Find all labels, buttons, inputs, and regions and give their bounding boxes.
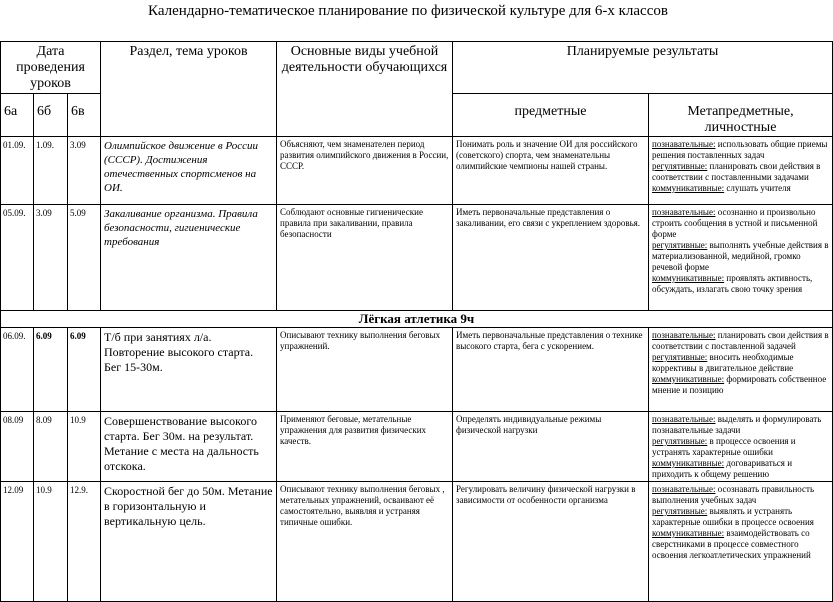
lesson-activity: Описывают технику выполнения беговых упражнений. (277, 328, 453, 412)
lesson-meta-result (649, 205, 833, 311)
date-6b: 8.09 (34, 412, 68, 482)
meta-text: выявлять и устранять характерные ошибки в процессе освоения (652, 506, 814, 527)
lesson-subject-result: Иметь первоначальные представления о технике высокого старта, бега с ускорением. (453, 328, 649, 412)
meta-text: договариваться и приходить к общему решению (652, 458, 793, 479)
plan-table (0, 41, 833, 602)
header-activities: Основные виды учебной деятельности обучающихся (277, 42, 453, 137)
lesson-topic: Скоростной бег до 50м. Метание в горизонтальную и вертикальную цель. (101, 482, 277, 602)
lesson-activity: Объясняют, чем знаменателен период развития олимпийского движения в России, СССР. (277, 137, 453, 205)
meta-text: выполнять учебные действия в материализованной, медийной, громко речевой форме (652, 240, 829, 272)
date-6v: 3.09 (68, 137, 101, 205)
table-row (1, 205, 833, 311)
meta-label: регулятивные: (652, 161, 708, 171)
meta-text: осознанно и произвольно строить сообщения в устной и письменной форме (652, 207, 818, 239)
meta-text: выделять и формулировать познавательные задачи (652, 414, 822, 435)
lesson-meta-result (649, 412, 833, 482)
date-6a: 08.09 (1, 412, 34, 482)
date-6a: 01.09. (1, 137, 34, 205)
header-class-a: 6а (1, 94, 34, 137)
table-row (1, 328, 833, 412)
meta-label: регулятивные: (652, 506, 708, 516)
meta-label: регулятивные: (652, 436, 708, 446)
meta-label: коммуникативные: (652, 528, 725, 538)
date-6a: 05.09. (1, 205, 34, 311)
lesson-meta-result (649, 328, 833, 412)
lesson-topic: Олимпийское движение в России (СССР). Достижения отечественных спортсменов на ОИ. (101, 137, 277, 205)
meta-text: слушать учителя (724, 183, 791, 193)
date-6v: 5.09 (68, 205, 101, 311)
date-6a: 12.09 (1, 482, 34, 602)
date-6b: 3.09 (34, 205, 68, 311)
lesson-topic: Совершенствование высокого старта. Бег 30м. на результат. Метание с места на дальность отскока. (101, 412, 277, 482)
meta-text: в процессе освоения и устранять характерные ошибки (652, 436, 796, 457)
lesson-topic: Закаливание организма. Правила безопасности, гигиенические требования (101, 205, 277, 311)
lesson-meta-result (649, 482, 833, 602)
meta-label: познавательные: (652, 139, 716, 149)
lesson-subject-result: Иметь первоначальные представления о закаливании, его связи с укреплением здоровья. (453, 205, 649, 311)
meta-text: осознавать правильность выполнения учебных задач (652, 484, 815, 505)
meta-label: познавательные: (652, 207, 716, 217)
meta-label: познавательные: (652, 330, 716, 340)
header-row (1, 42, 833, 94)
lesson-meta-result (649, 137, 833, 205)
lesson-activity: Описывают технику выполнения беговых , метательных упражнений, осваивают её самостоятельно, выявляя и устраняя типичные ошибки. (277, 482, 453, 602)
meta-label: регулятивные: (652, 240, 708, 250)
lesson-activity: Применяют беговые, метательные упражнения для развития физических качеств. (277, 412, 453, 482)
meta-label: коммуникативные: (652, 183, 725, 193)
lesson-subject-result: Определять индивидуальные режимы физической нагрузки (453, 412, 649, 482)
header-results: Планируемые результаты (453, 42, 833, 94)
header-date: Дата проведения уроков (1, 42, 101, 94)
meta-text: использовать общие приемы решения поставленных задач (652, 139, 828, 160)
meta-text: вносить необходимые коррективы в двигательное действие (652, 352, 794, 373)
date-6v: 10.9 (68, 412, 101, 482)
header-topic: Раздел, тема уроков (101, 42, 277, 137)
meta-text: планировать свои действия в соответствии с поставленными задачами (652, 161, 821, 182)
meta-text: формировать собственное мнение и позицию (652, 374, 827, 395)
date-6b: 1.09. (34, 137, 68, 205)
section-row (1, 311, 833, 328)
header-subject: предметные (453, 94, 649, 137)
lesson-topic: Т/б при занятиях л/а. Повторение высокого старта. Бег 15-30м. (101, 328, 277, 412)
lesson-subject-result: Регулировать величину физической нагрузки в зависимости от особенности организма (453, 482, 649, 602)
header-class-b: 6б (34, 94, 68, 137)
page-title: Календарно-тематическое планирование по физической культуре для 6-х классов (148, 3, 668, 19)
date-6b: 6.09 (34, 328, 68, 412)
date-6a: 06.09. (1, 328, 34, 412)
table-row (1, 482, 833, 602)
date-6v: 6.09 (68, 328, 101, 412)
date-6b: 10.9 (34, 482, 68, 602)
header-class-c: 6в (68, 94, 101, 137)
meta-text: планировать свои действия в соответствии с поставленной задачей (652, 330, 829, 351)
table-row (1, 412, 833, 482)
table-row (1, 137, 833, 205)
meta-label: коммуникативные: (652, 273, 725, 283)
meta-text: взаимодействовать со сверстниками в процессе совместного освоения легкоатлетических упражнений (652, 528, 811, 560)
section-title: Лёгкая атлетика 9ч (1, 311, 833, 328)
lesson-activity: Соблюдают основные гигиенические правила при закаливании, правила безопасности (277, 205, 453, 311)
meta-text: проявлять активность, обсуждать, излагать свою точку зрения (652, 273, 813, 294)
meta-label: коммуникативные: (652, 374, 725, 384)
lesson-subject-result: Понимать роль и значение ОИ для российского (советского) спорта, чем знаменательны олимпийские чемпионы нашей страны. (453, 137, 649, 205)
meta-label: регулятивные: (652, 352, 708, 362)
header-meta: Метапредметные, личностные (649, 94, 833, 137)
date-6v: 12.9. (68, 482, 101, 602)
meta-label: коммуникативные: (652, 458, 725, 468)
meta-label: познавательные: (652, 414, 716, 424)
meta-label: познавательные: (652, 484, 716, 494)
